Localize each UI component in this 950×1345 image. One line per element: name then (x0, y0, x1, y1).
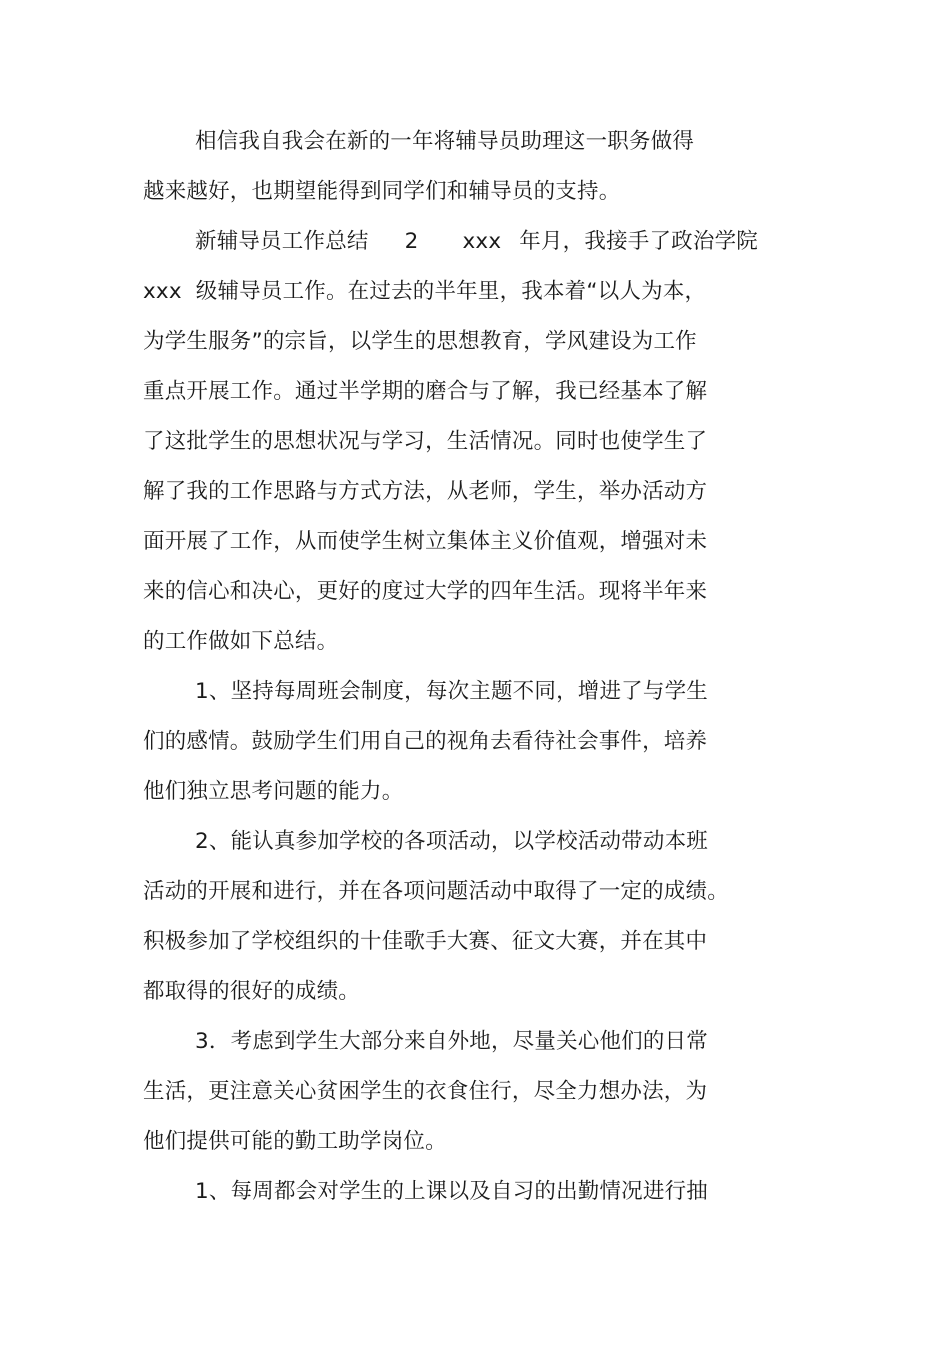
paragraph-line: 活动的开展和进行，并在各项问题活动中取得了一定的成绩。 (143, 879, 729, 904)
date-fragment: 2 (404, 229, 419, 254)
paragraph-line: 1、坚持每周班会制度，每次主题不同，增进了与学生 (195, 679, 708, 704)
paragraph-line: 来的信心和决心，更好的度过大学的四年生活。现将半年来 (143, 579, 708, 604)
date-fragment: xxx (462, 229, 502, 254)
paragraph-line: 们的感情。鼓励学生们用自己的视角去看待社会事件，培养 (143, 729, 708, 754)
paragraph-line: 相信我自我会在新的一年将辅导员助理这一职务做得 (195, 129, 695, 154)
paragraph-line: 1、每周都会对学生的上课以及自习的出勤情况进行抽 (195, 1179, 708, 1204)
date-fragment: 年月，我接手了政治学院 (519, 229, 758, 254)
paragraph-line: 都取得的很好的成绩。 (143, 979, 361, 1004)
paragraph-line: 他们提供可能的勤工助学岗位。 (143, 1129, 447, 1154)
paragraph-line: 面开展了工作，从而使学生树立集体主义价值观，增强对未 (143, 529, 708, 554)
paragraph-line: 越来越好，也期望能得到同学们和辅导员的支持。 (143, 179, 621, 204)
paragraph-line: 3．考虑到学生大部分来自外地，尽量关心他们的日常 (195, 1029, 708, 1054)
paragraph-line: 他们独立思考问题的能力。 (143, 779, 404, 804)
paragraph-line-with-gaps (195, 227, 758, 257)
paragraph-line: 生活，更注意关心贫困学生的衣食住行，尽全力想办法，为 (143, 1079, 708, 1104)
paragraph-line-with-gaps (143, 277, 706, 307)
text-fragment: xxx (143, 279, 182, 304)
paragraph-line: 2、能认真参加学校的各项活动，以学校活动带动本班 (195, 829, 708, 854)
paragraph-line: 解了我的工作思路与方式方法，从老师，学生，举办活动方 (143, 479, 708, 504)
paragraph-line: 重点开展工作。通过半学期的磨合与了解，我已经基本了解 (143, 379, 708, 404)
paragraph-line: 了这批学生的思想状况与学习，生活情况。同时也使学生了 (143, 429, 708, 454)
paragraph-line: 为学生服务”的宗旨，以学生的思想教育，学风建设为工作 (143, 329, 697, 354)
text-fragment: 级辅导员工作。在过去的半年里，我本着“以人为本， (195, 279, 707, 304)
paragraph-line: 的工作做如下总结。 (143, 629, 339, 654)
paragraph-line: 积极参加了学校组织的十佳歌手大赛、征文大赛，并在其中 (143, 929, 708, 954)
section-title: 新辅导员工作总结 (195, 229, 369, 254)
